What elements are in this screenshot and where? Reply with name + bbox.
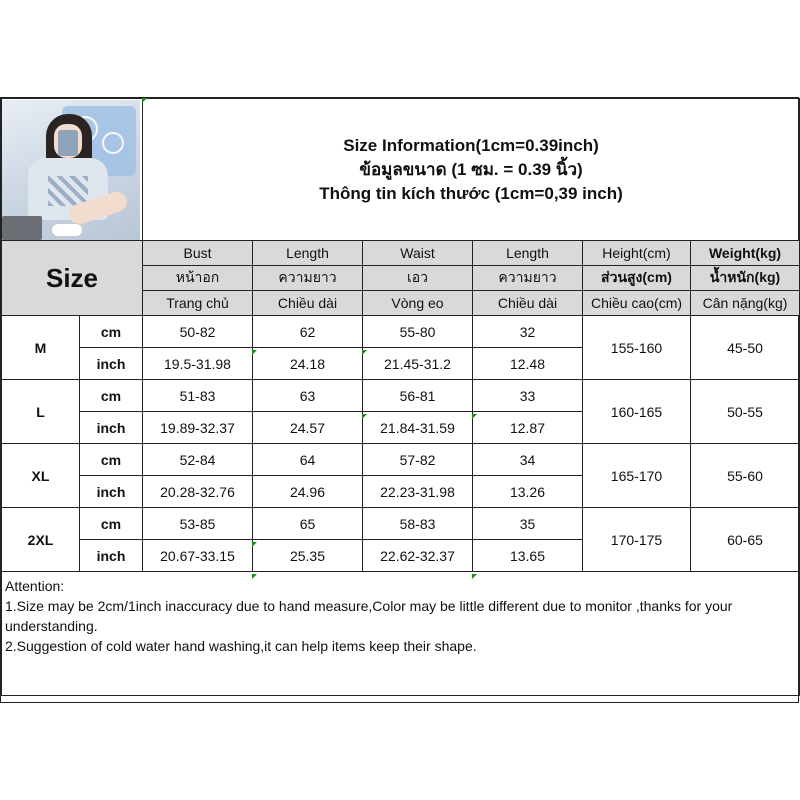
col-length1-th: ความยาว xyxy=(253,266,363,291)
2xl-waist-inch: 22.62-32.37 xyxy=(363,540,473,572)
2xl-bust-cm: 53-85 xyxy=(143,508,253,540)
col-height-th: ส่วนสูง(cm) xyxy=(583,266,691,291)
unit-inch: inch xyxy=(80,540,143,572)
m-waist-cm: 55-80 xyxy=(363,316,473,348)
l-waist-cm: 56-81 xyxy=(363,380,473,412)
l-weight: 50-55 xyxy=(691,380,800,444)
green-marker xyxy=(252,350,257,355)
green-marker xyxy=(362,414,367,419)
xl-bust-inch: 20.28-32.76 xyxy=(143,476,253,508)
header-title-block xyxy=(143,99,800,241)
xl-waist-inch: 22.23-31.98 xyxy=(363,476,473,508)
green-marker xyxy=(472,414,477,419)
xl-height: 165-170 xyxy=(583,444,691,508)
l-bust-cm: 51-83 xyxy=(143,380,253,412)
size-header xyxy=(2,241,143,316)
title-vietnamese: Thông tin kích thước (1cm=0,39 inch) xyxy=(319,183,623,203)
m-height: 155-160 xyxy=(583,316,691,380)
product-photo-icon xyxy=(2,100,140,240)
col-weight-th: น้ำหนัก(kg) xyxy=(691,266,800,291)
green-marker xyxy=(252,574,257,579)
title-thai: ข้อมูลขนาด (1 ซม. = 0.39 นิ้ว) xyxy=(359,159,583,179)
col-bust-en: Bust xyxy=(143,241,253,266)
col-length2-vi: Chiều dài xyxy=(473,291,583,316)
2xl-weight: 60-65 xyxy=(691,508,800,572)
unit-inch: inch xyxy=(80,476,143,508)
product-photo xyxy=(2,99,143,241)
unit-cm: cm xyxy=(80,316,143,348)
xl-weight: 55-60 xyxy=(691,444,800,508)
l-length1-inch: 24.57 xyxy=(253,412,363,444)
size-header-label: Size xyxy=(45,262,99,293)
l-bust-inch: 19.89-32.37 xyxy=(143,412,253,444)
green-marker xyxy=(362,350,367,355)
col-height-en: Height(cm) xyxy=(583,241,691,266)
unit-inch: inch xyxy=(80,348,143,380)
size-chart-sheet xyxy=(0,97,799,703)
m-bust-cm: 50-82 xyxy=(143,316,253,348)
size-name-xl: XL xyxy=(2,444,80,508)
m-waist-inch: 21.45-31.2 xyxy=(363,348,473,380)
l-waist-inch: 21.84-31.59 xyxy=(363,412,473,444)
green-marker xyxy=(142,98,147,103)
xl-waist-cm: 57-82 xyxy=(363,444,473,476)
unit-cm: cm xyxy=(80,508,143,540)
m-length2-inch: 12.48 xyxy=(473,348,583,380)
2xl-length1-inch: 25.35 xyxy=(253,540,363,572)
2xl-bust-inch: 20.67-33.15 xyxy=(143,540,253,572)
col-height-vi: Chiều cao(cm) xyxy=(583,291,691,316)
attention-note-1: 1.Size may be 2cm/1inch inaccuracy due to hand measure,Color may be little different due to monitor ,thanks for your understanding. xyxy=(5,598,733,634)
col-bust-vi: Trang chủ xyxy=(143,291,253,316)
m-length1-inch: 24.18 xyxy=(253,348,363,380)
2xl-length2-cm: 35 xyxy=(473,508,583,540)
col-weight-en: Weight(kg) xyxy=(691,241,800,266)
col-length2-en: Length xyxy=(473,241,583,266)
xl-length2-cm: 34 xyxy=(473,444,583,476)
unit-cm: cm xyxy=(80,380,143,412)
size-table xyxy=(1,98,800,696)
col-waist-en: Waist xyxy=(363,241,473,266)
unit-cm: cm xyxy=(80,444,143,476)
green-marker xyxy=(252,542,257,547)
m-length1-cm: 62 xyxy=(253,316,363,348)
col-length1-en: Length xyxy=(253,241,363,266)
green-marker xyxy=(472,574,477,579)
attention-note-2: 2.Suggestion of cold water hand washing,it can help items keep their shape. xyxy=(5,638,477,654)
l-length2-cm: 33 xyxy=(473,380,583,412)
xl-length2-inch: 13.26 xyxy=(473,476,583,508)
m-weight: 45-50 xyxy=(691,316,800,380)
attention-title: Attention: xyxy=(5,578,65,594)
xl-length1-inch: 24.96 xyxy=(253,476,363,508)
col-weight-vi: Cân nặng(kg) xyxy=(691,291,800,316)
col-length2-th: ความยาว xyxy=(473,266,583,291)
xl-bust-cm: 52-84 xyxy=(143,444,253,476)
l-height: 160-165 xyxy=(583,380,691,444)
l-length2-inch: 12.87 xyxy=(473,412,583,444)
title-english: Size Information(1cm=0.39inch) xyxy=(343,135,599,155)
m-bust-inch: 19.5-31.98 xyxy=(143,348,253,380)
l-length1-cm: 63 xyxy=(253,380,363,412)
2xl-length2-inch: 13.65 xyxy=(473,540,583,572)
size-name-m: M xyxy=(2,316,80,380)
2xl-waist-cm: 58-83 xyxy=(363,508,473,540)
col-waist-th: เอว xyxy=(363,266,473,291)
col-length1-vi: Chiều dài xyxy=(253,291,363,316)
2xl-length1-cm: 65 xyxy=(253,508,363,540)
size-name-l: L xyxy=(2,380,80,444)
2xl-height: 170-175 xyxy=(583,508,691,572)
size-name-2xl: 2XL xyxy=(2,508,80,572)
col-bust-th: หน้าอก xyxy=(143,266,253,291)
attention-notes xyxy=(2,572,800,696)
col-waist-vi: Vòng eo xyxy=(363,291,473,316)
m-length2-cm: 32 xyxy=(473,316,583,348)
xl-length1-cm: 64 xyxy=(253,444,363,476)
unit-inch: inch xyxy=(80,412,143,444)
